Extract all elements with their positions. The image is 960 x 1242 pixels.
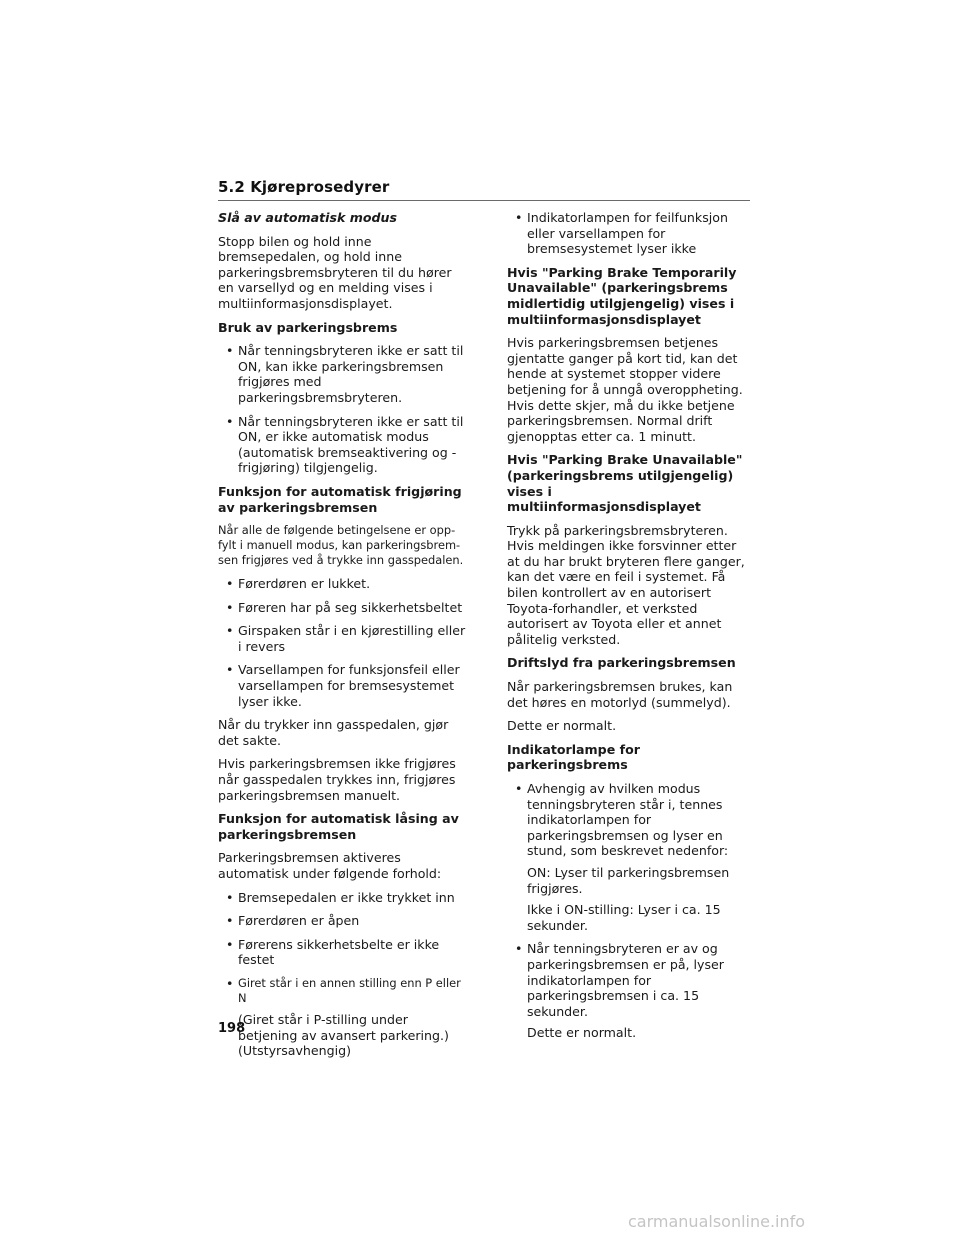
section-header xyxy=(218,178,750,201)
list-item-subtext: Dette er normalt. xyxy=(527,1025,637,1041)
section-title: 5.2 Kjøreprosedyrer xyxy=(218,178,390,196)
list-item-subtext: Ikke i ON-stilling: Lyser i ca. 15 sekunder. xyxy=(527,902,721,933)
list-item xyxy=(507,941,750,1041)
watermark-text: carmanualsonline.info xyxy=(628,1212,806,1231)
list-item: • Føreren har på seg sikkerhetsbeltet xyxy=(218,600,466,616)
bullet-list xyxy=(218,890,466,1059)
heading-auto-lock: Funksjon for automatisk låsing av parkeringsbremsen xyxy=(218,811,459,842)
list-item: • Når tenningsbryteren ikke er satt til ON, er ikke automatisk modus (automatisk bremseaktivering og -frigjøring) tilgjengelig. xyxy=(218,414,466,476)
list-item: • Girspaken står i en kjørestilling eller i revers xyxy=(218,623,466,654)
bullet-list xyxy=(218,576,466,709)
left-column xyxy=(218,210,466,1067)
paragraph: Parkeringsbremsen aktiveres automatisk under følgende forhold: xyxy=(218,850,442,881)
list-item xyxy=(218,976,466,1059)
list-item: • Når tenningsbryteren ikke er satt til ON, kan ikke parkeringsbremsen frigjøres med parkeringsbremsbryteren. xyxy=(218,343,466,405)
bullet-list xyxy=(507,781,750,1041)
list-item: • Bremsepedalen er ikke trykket inn xyxy=(218,890,466,906)
paragraph: Stopp bilen og hold inne bremsepedalen, og hold inne parkeringsbremsbryteren til du hører en varsellyd og en melding vises i multiinformasjonsdisplayet. xyxy=(218,233,452,311)
heading-disable-auto-mode: Slå av automatisk modus xyxy=(218,210,397,225)
paragraph: Når alle de følgende betingelsene er opp- fylt i manuell modus, kan parkeringsbrem- sen frigjøres ved å trykke inn gasspedalen. xyxy=(218,523,464,568)
heading-indicator-lamp: Indikatorlampe for parkeringsbrems xyxy=(507,741,640,773)
list-item-text: • Giret står i en annen stilling enn P eller N xyxy=(238,975,461,1005)
paragraph: Hvis parkeringsbremsen betjenes gjentatte ganger på kort tid, kan det hende at systemet stopper videre betjening for å unngå overoppheting. Hvis dette skjer, må du ikke betjene parkeringsbremsen. Normal drift gjenopptas etter ca. 1 minutt. xyxy=(507,335,743,444)
paragraph: Hvis parkeringsbremsen ikke frigjøres når gasspedalen trykkes inn, frigjøres parkeringsbremsen manuelt. xyxy=(218,756,456,803)
heading-temporarily-unavailable: Hvis "Parking Brake Temporarily Unavailable" (parkeringsbrems midlertidig utilgjengelig) vises i multiinformasjonsdisplayet xyxy=(507,264,737,327)
paragraph: Dette er normalt. xyxy=(507,718,617,734)
page-number: 198 xyxy=(218,1021,246,1036)
list-item-text: • Avhengig av hvilken modus tenningsbryteren står i, tennes indikatorlampen for parkeringsbremsen og lyser en stund, som beskrevet nedenfor: xyxy=(527,781,729,859)
list-item: • Varsellampen for funksjonsfeil eller varsellampen for bremsesystemet lyser ikke. xyxy=(218,662,466,709)
list-item-subtext: ON: Lyser til parkeringsbremsen frigjøres. xyxy=(527,864,730,896)
list-item-text: • Når tenningsbryteren er av og parkeringsbremsen er på, lyser indikatorlampen for parkeringsbremsen i ca. 15 sekunder. xyxy=(527,941,724,1019)
list-item: • Førerdøren er lukket. xyxy=(218,576,466,592)
heading-parking-brake-use: Bruk av parkeringsbrems xyxy=(218,319,398,335)
bullet-list xyxy=(507,210,750,257)
paragraph: Når parkeringsbremsen brukes, kan det høres en motorlyd (summelyd). xyxy=(507,679,733,710)
list-item: • Førerens sikkerhetsbelte er ikke festet xyxy=(218,937,466,968)
bullet-list xyxy=(218,343,466,476)
heading-unavailable: Hvis "Parking Brake Unavailable" (parkeringsbrems utilgjengelig) vises i multiinformasjonsdisplayet xyxy=(507,452,743,515)
paragraph: Trykk på parkeringsbremsbryteren. Hvis meldingen ikke forsvinner etter at du har brukt bryteren flere ganger, kan det være en feil i systemet. Få bilen kontrollert av en autorisert Toyota-forhandler, et verksted autorisert av Toyota eller et annet pålitelig verksted. xyxy=(507,522,745,647)
list-item-subtext: (Giret står i P-stilling under betjening av avansert parkering.) (Utstyrsavhengig) xyxy=(238,1011,449,1059)
list-item xyxy=(507,781,750,933)
heading-operating-sound: Driftslyd fra parkeringsbremsen xyxy=(507,655,736,671)
heading-auto-release: Funksjon for automatisk frigjøring av parkeringsbremsen xyxy=(218,483,462,515)
list-item: • Indikatorlampen for feilfunksjon eller varsellampen for bremsesystemet lyser ikke xyxy=(507,210,750,257)
right-column xyxy=(507,210,750,1049)
list-item: • Førerdøren er åpen xyxy=(218,913,466,929)
paragraph: Når du trykker inn gasspedalen, gjør det sakte. xyxy=(218,717,449,748)
